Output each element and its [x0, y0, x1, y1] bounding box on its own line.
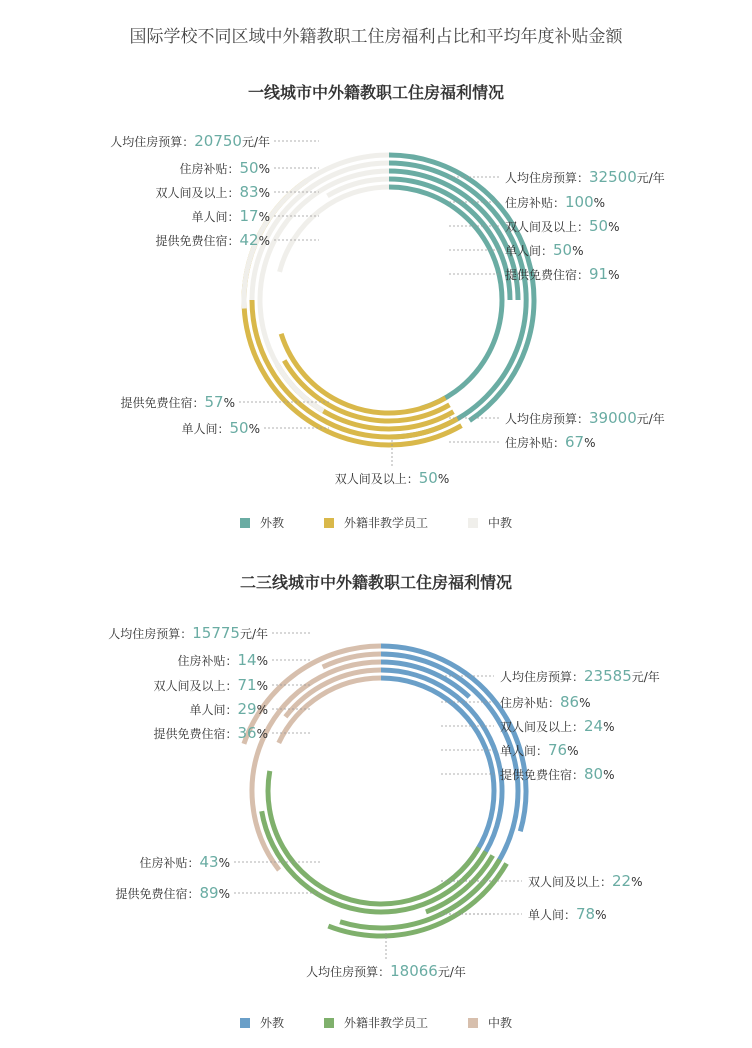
metric-label: 单人间： [505, 244, 554, 258]
metric-value: 67 [565, 433, 585, 451]
legend-label: 中教 [488, 516, 513, 530]
metric-unit: % [593, 196, 606, 210]
metric-value: 23585 [584, 667, 632, 685]
legend-item-foreign-teacher[interactable] [240, 514, 284, 531]
metric-label: 双人间及以上： [505, 220, 590, 234]
metric-unit: % [608, 220, 620, 234]
metric-value: 39000 [589, 409, 637, 427]
metric-label: 单人间： [500, 744, 549, 758]
legend-swatch [468, 518, 478, 528]
metric-unit: % [256, 654, 268, 668]
label-2-subsidy [177, 651, 268, 669]
label-2-free [153, 724, 268, 742]
label-0-double [500, 717, 615, 735]
metric-value: 100 [565, 193, 594, 211]
metric-label: 单人间： [189, 703, 238, 717]
metric-label: 人均住房预算： [500, 670, 585, 684]
metric-value: 50 [553, 241, 573, 259]
metric-label: 双人间及以上： [155, 186, 240, 200]
arc-2-subsidy [252, 163, 389, 300]
metric-unit: % [603, 720, 615, 734]
metric-value: 18066 [390, 962, 438, 980]
label-1-subsidy [139, 853, 230, 871]
metric-unit: 元/年 [636, 412, 665, 426]
metric-unit: % [579, 696, 591, 710]
metric-label: 双人间及以上： [528, 875, 613, 889]
metric-label: 住房补贴： [500, 696, 561, 710]
arc-2-budget [244, 155, 389, 309]
legend-swatch [240, 1018, 250, 1028]
metric-value: 89 [199, 884, 219, 902]
metric-label: 人均住房预算： [505, 171, 590, 185]
metric-unit: % [608, 268, 620, 282]
metric-value: 20750 [194, 132, 242, 150]
legend-item-foreign-staff[interactable] [324, 1014, 428, 1031]
metric-label: 提供免费住宿： [115, 887, 200, 901]
label-1-budget [306, 962, 466, 980]
metric-unit: 元/年 [239, 627, 268, 641]
metric-value: 42 [239, 231, 259, 249]
metric-value: 24 [584, 717, 604, 735]
label-1-free [120, 393, 235, 411]
metric-unit: % [256, 679, 268, 693]
label-2-free [155, 231, 270, 249]
metric-label: 提供免费住宿： [120, 396, 205, 410]
radial-arcs [244, 646, 526, 936]
metric-unit: % [603, 768, 615, 782]
metric-unit: % [256, 727, 268, 741]
metric-value: 76 [548, 741, 568, 759]
metric-value: 57 [204, 393, 224, 411]
metric-label: 人均住房预算： [306, 965, 391, 979]
metric-unit: % [256, 703, 268, 717]
metric-value: 43 [199, 853, 219, 871]
metric-value: 50 [589, 217, 609, 235]
metric-unit: % [595, 908, 607, 922]
label-0-subsidy [500, 693, 591, 711]
metric-unit: 元/年 [636, 171, 665, 185]
metric-unit: % [567, 744, 579, 758]
label-0-free [505, 265, 620, 283]
label-1-free [115, 884, 230, 902]
arc-2-free [279, 678, 381, 743]
metric-value: 71 [237, 676, 257, 694]
chart2-radial [0, 605, 752, 1005]
metric-label: 提供免费住宿： [505, 268, 590, 282]
label-1-budget [505, 409, 665, 427]
metric-unit: % [258, 210, 270, 224]
arc-1-free [268, 771, 479, 904]
label-2-single [189, 700, 268, 718]
metric-value: 15775 [192, 624, 240, 642]
metric-unit: 元/年 [437, 965, 466, 979]
metric-label: 双人间及以上： [500, 720, 585, 734]
legend-item-chinese-teacher[interactable] [468, 1014, 512, 1031]
legend-swatch [324, 1018, 334, 1028]
metric-value: 83 [239, 183, 259, 201]
metric-value: 36 [237, 724, 257, 742]
metric-label: 提供免费住宿： [153, 727, 238, 741]
metric-label: 单人间： [528, 908, 577, 922]
metric-unit: % [218, 856, 230, 870]
label-2-double [153, 676, 268, 694]
metric-label: 住房补贴： [139, 856, 200, 870]
metric-value: 32500 [589, 168, 637, 186]
label-2-budget [110, 132, 270, 150]
label-1-single [528, 905, 607, 923]
metric-unit: % [258, 162, 270, 176]
metric-label: 住房补贴： [179, 162, 240, 176]
metric-label: 住房补贴： [505, 436, 566, 450]
chart1-legend [0, 514, 752, 531]
metric-label: 单人间： [191, 210, 240, 224]
label-0-budget [505, 168, 665, 186]
legend-item-chinese-teacher[interactable] [468, 514, 512, 531]
label-1-double [335, 469, 450, 487]
legend-label: 中教 [488, 1016, 513, 1030]
arc-0-free [389, 187, 502, 409]
label-1-double [528, 872, 643, 890]
metric-unit: % [258, 186, 270, 200]
metric-label: 人均住房预算： [110, 135, 195, 149]
metric-label: 双人间及以上： [334, 472, 419, 486]
chart1-radial [0, 115, 752, 515]
legend-item-foreign-staff[interactable] [324, 514, 428, 531]
metric-unit: % [572, 244, 584, 258]
metric-unit: 元/年 [631, 670, 660, 684]
metric-unit: % [223, 396, 235, 410]
metric-value: 29 [237, 700, 257, 718]
legend-swatch [240, 518, 250, 528]
metric-value: 50 [418, 469, 438, 487]
chart1-title: 一线城市中外籍教职工住房福利情况 [247, 83, 504, 102]
metric-label: 提供免费住宿： [500, 768, 585, 782]
metric-label: 人均住房预算： [108, 627, 193, 641]
metric-unit: % [584, 436, 596, 450]
label-0-single [500, 741, 579, 759]
metric-label: 单人间： [181, 422, 230, 436]
metric-value: 91 [589, 265, 609, 283]
legend-label: 外籍非教学员工 [343, 516, 428, 530]
metric-value: 50 [229, 419, 249, 437]
page-title: 国际学校不同区域中外籍教职工住房福利占比和平均年度补贴金额 [129, 27, 623, 47]
label-1-single [181, 419, 260, 437]
legend-label: 外教 [259, 1016, 284, 1030]
metric-value: 86 [560, 693, 580, 711]
label-0-budget [500, 667, 660, 685]
metric-unit: % [248, 422, 260, 436]
label-1-subsidy [505, 433, 596, 451]
metric-unit: % [218, 887, 230, 901]
metric-unit: % [631, 875, 643, 889]
legend-label: 外教 [259, 516, 284, 530]
metric-value: 50 [239, 159, 259, 177]
metric-label: 提供免费住宿： [155, 234, 240, 248]
label-2-double [155, 183, 270, 201]
label-0-free [500, 765, 615, 783]
label-2-single [191, 207, 270, 225]
label-0-subsidy [505, 193, 605, 211]
metric-unit: % [437, 472, 450, 486]
legend-label: 外籍非教学员工 [343, 1016, 428, 1030]
metric-label: 双人间及以上： [153, 679, 238, 693]
metric-value: 17 [239, 207, 259, 225]
chart2-legend [0, 1014, 752, 1031]
metric-label: 人均住房预算： [505, 412, 590, 426]
metric-unit: % [258, 234, 270, 248]
metric-value: 22 [612, 872, 632, 890]
legend-swatch [468, 1018, 478, 1028]
legend-item-foreign-teacher[interactable] [240, 1014, 284, 1031]
radial-arcs [244, 155, 534, 445]
label-0-single [505, 241, 584, 259]
chart2-title: 二三线城市中外籍教职工住房福利情况 [239, 573, 512, 592]
metric-value: 14 [237, 651, 257, 669]
label-2-budget [108, 624, 268, 642]
metric-unit: 元/年 [241, 135, 270, 149]
label-0-double [505, 217, 620, 235]
legend-swatch [324, 518, 334, 528]
metric-label: 住房补贴： [177, 654, 238, 668]
label-2-subsidy [179, 159, 270, 177]
metric-value: 78 [576, 905, 596, 923]
metric-value: 80 [584, 765, 604, 783]
metric-label: 住房补贴： [505, 196, 566, 210]
